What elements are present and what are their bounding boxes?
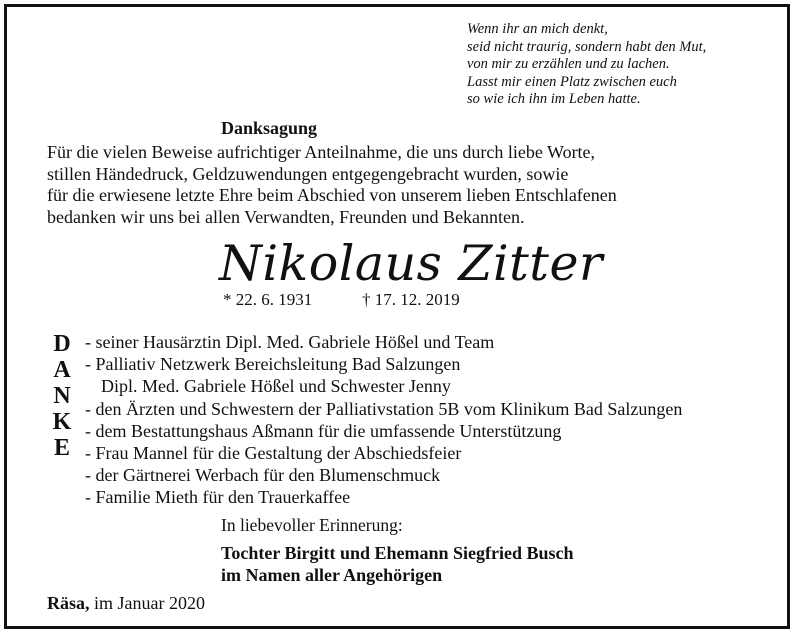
place-name: Räsa, — [47, 593, 90, 613]
obituary-frame — [4, 4, 790, 629]
page-title: Danksagung — [221, 118, 318, 138]
paragraph-line: bedanken wir uns bei allen Verwandten, Freunden und Bekannten. — [47, 206, 525, 227]
danke-vertical-word — [47, 331, 77, 461]
list-item: - der Gärtnerei Werbach für den Blumenschmuck — [85, 465, 441, 486]
poem-line: von mir zu erzählen und zu lachen. — [467, 56, 670, 72]
memory-line: In liebevoller Erinnerung: — [221, 515, 403, 535]
danke-letter: D — [53, 331, 71, 357]
list-item: Dipl. Med. Gabriele Hößel und Schwester Jenny — [101, 376, 451, 397]
list-item: - Palliativ Netzwerk Bereichsleitung Bad Salzungen — [85, 354, 461, 375]
danke-letter: K — [52, 409, 72, 435]
signature-line: Tochter Birgitt und Ehemann Siegfried Busch — [221, 543, 574, 563]
poem-line: Lasst mir einen Platz zwischen euch — [467, 73, 677, 90]
deceased-name: Nikolaus Zitter — [219, 235, 603, 292]
poem-line: so wie ich ihn im Leben hatte. — [467, 91, 641, 107]
poem-line: seid nicht traurig, sondern habt den Mut, — [467, 38, 707, 55]
danke-letter: N — [53, 383, 71, 409]
date-text: im Januar 2020 — [94, 593, 205, 613]
thanks-paragraph — [47, 142, 617, 228]
poem-line: Wenn ihr an mich denkt, — [467, 21, 608, 37]
signature — [221, 542, 574, 586]
danke-letter: A — [53, 357, 71, 383]
death-date: † 17. 12. 2019 — [362, 290, 460, 309]
list-item: - den Ärzten und Schwestern der Palliativstation 5B vom Klinikum Bad Salzungen — [85, 398, 683, 419]
danke-letter: E — [53, 435, 70, 461]
signature-line: im Namen aller Angehörigen — [221, 565, 443, 585]
list-item: - Frau Mannel für die Gestaltung der Abschiedsfeier — [85, 443, 462, 464]
list-item: - Familie Mieth für den Trauerkaffee — [85, 487, 351, 508]
list-item: - dem Bestattungshaus Aßmann für die umfassende Unterstützung — [85, 420, 562, 441]
paragraph-line: für die erwiesene letzte Ehre beim Abschied von unserem lieben Entschlafenen — [47, 185, 617, 205]
paragraph-line: Für die vielen Beweise aufrichtiger Anteilnahme, die uns durch liebe Worte, — [47, 142, 596, 162]
paragraph-line: stillen Händedruck, Geldzuwendungen entgegengebracht wurden, sowie — [47, 163, 569, 184]
place-date — [47, 593, 205, 614]
poem — [467, 21, 706, 109]
list-item: - seiner Hausärztin Dipl. Med. Gabriele Hößel und Team — [85, 332, 495, 352]
thanks-list — [85, 331, 682, 509]
birth-date: * 22. 6. 1931 — [223, 290, 313, 309]
